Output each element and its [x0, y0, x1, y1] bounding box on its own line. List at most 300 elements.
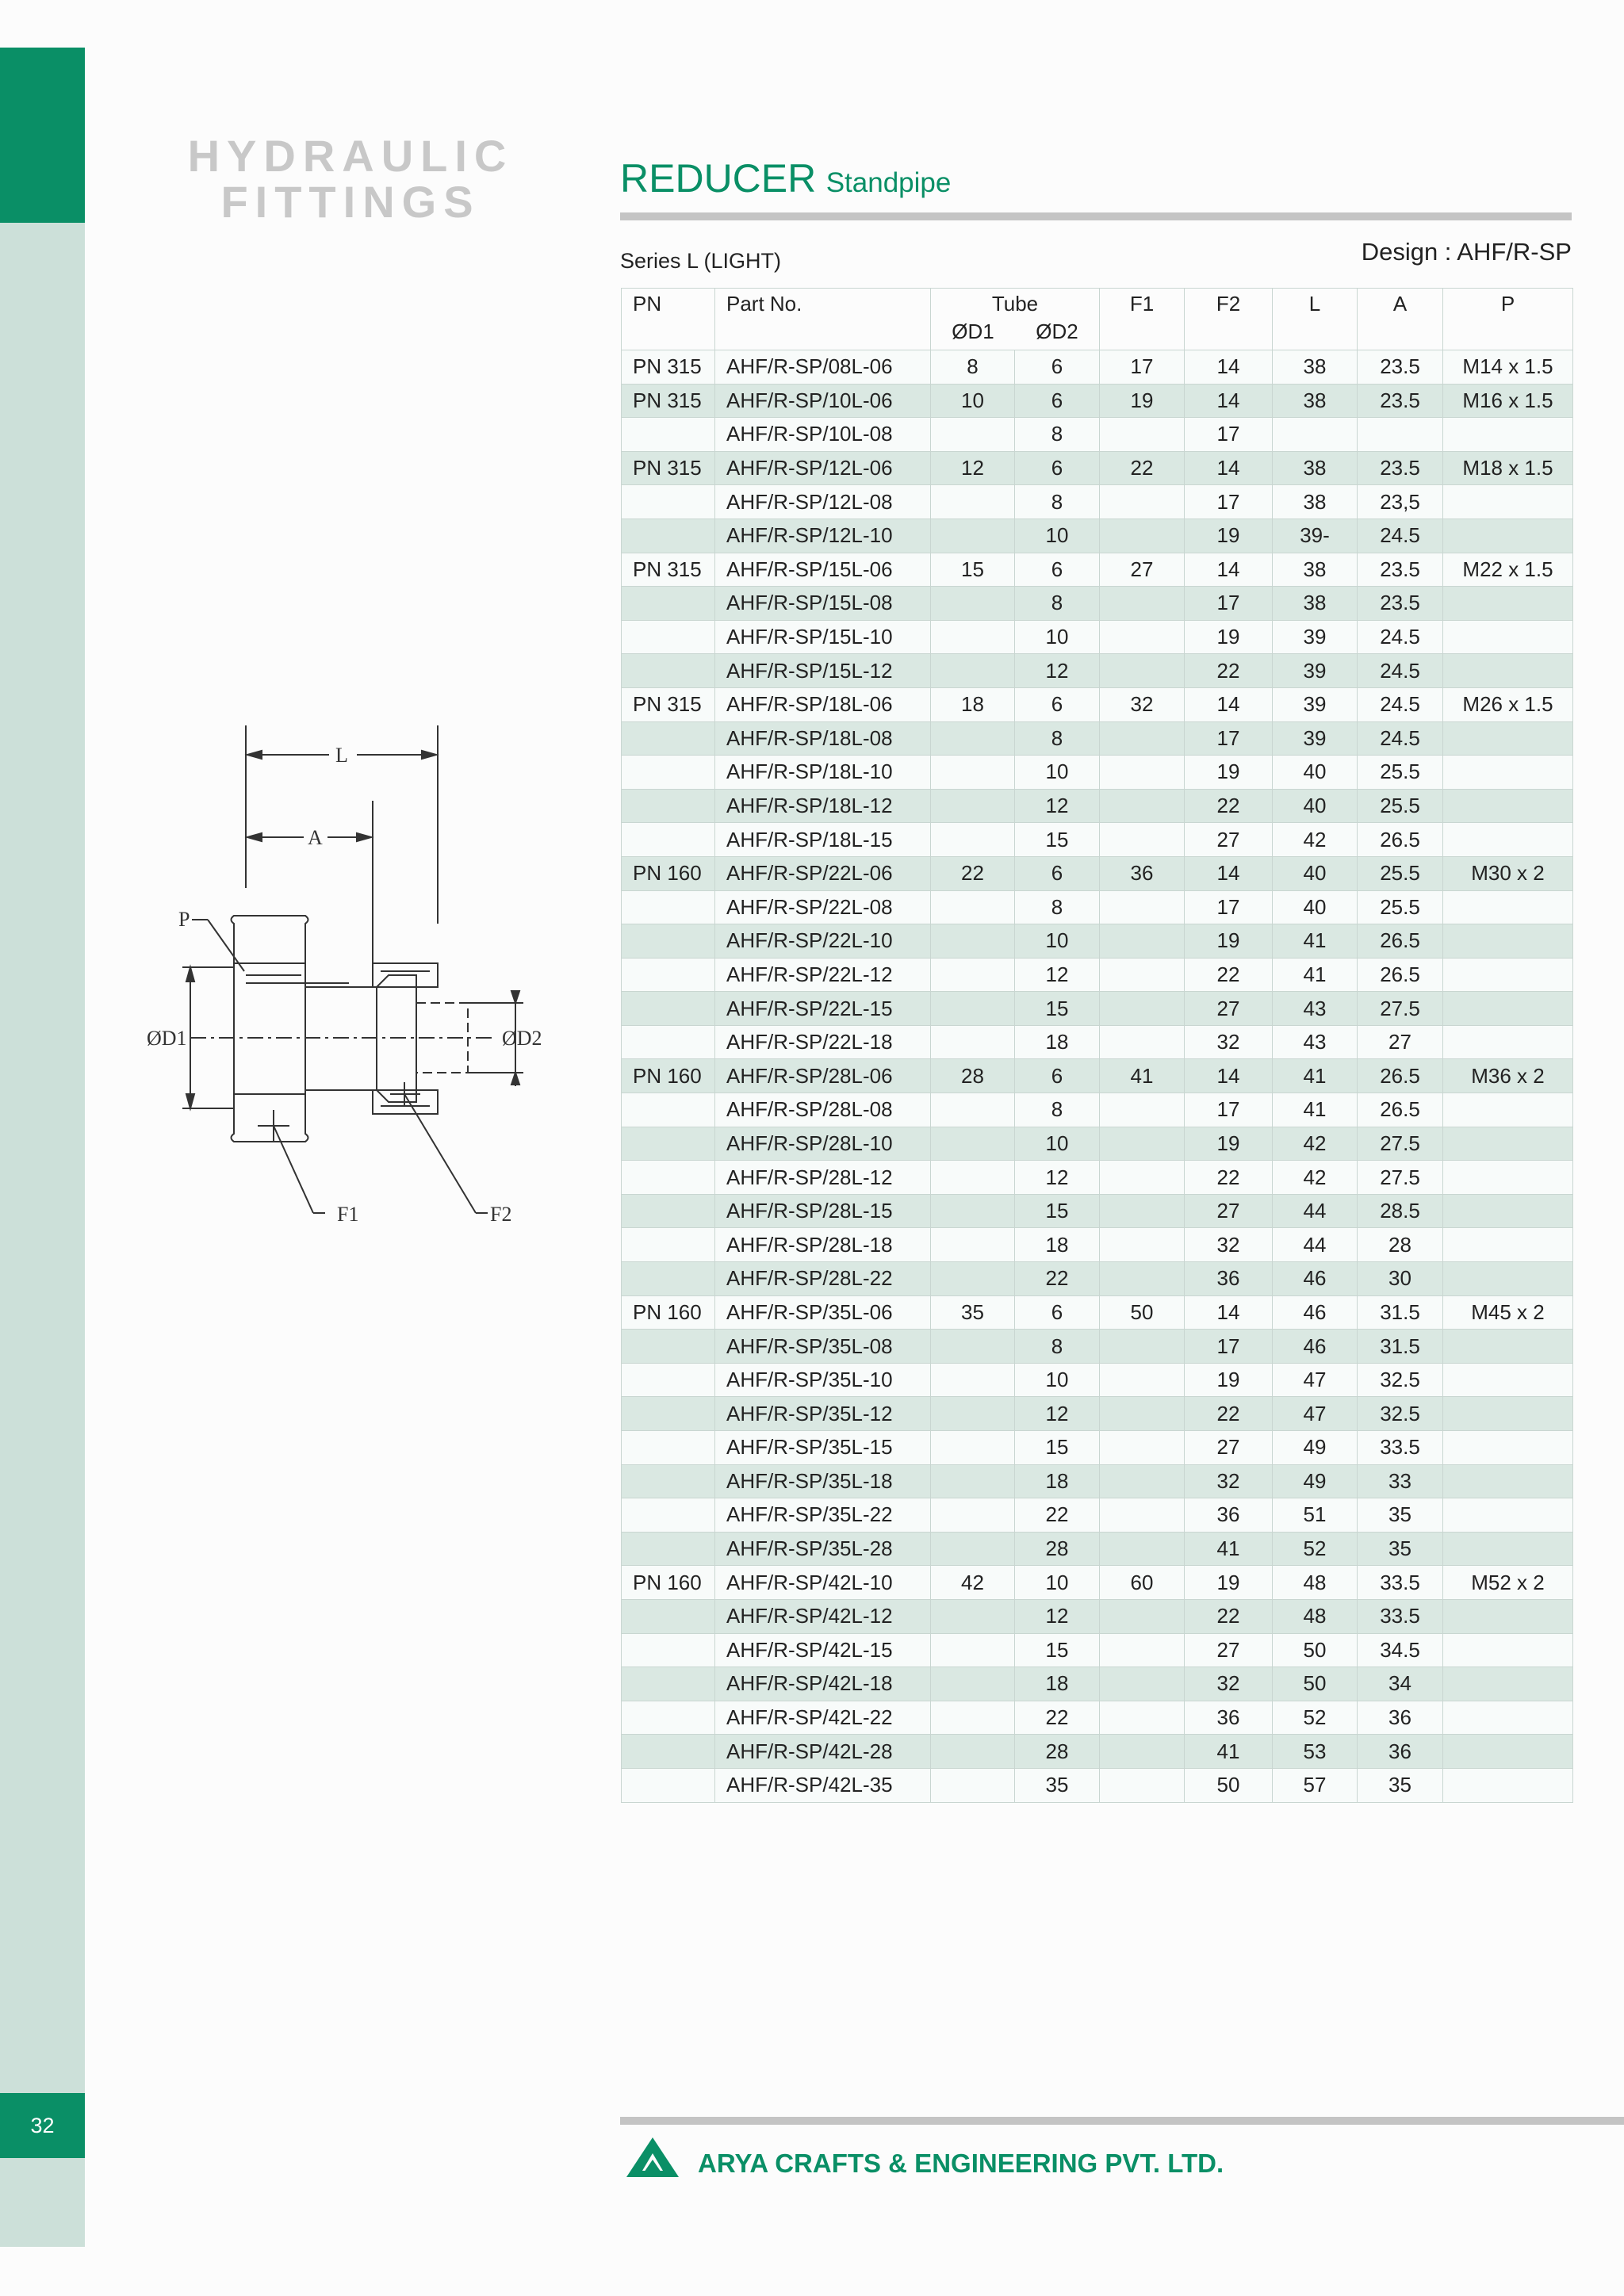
- cell-l: 42: [1273, 1161, 1358, 1195]
- table-row: [622, 1431, 1573, 1465]
- table-row: [622, 1498, 1573, 1533]
- cell-p: [1443, 1194, 1573, 1228]
- cell-l: 46: [1273, 1330, 1358, 1364]
- cell-p: [1443, 890, 1573, 924]
- cell-pn: [622, 1735, 715, 1769]
- cell-d1: [931, 1431, 1015, 1465]
- cell-f1: [1100, 721, 1185, 756]
- cell-f2: 32: [1185, 1667, 1273, 1701]
- cell-d2: 22: [1015, 1701, 1100, 1735]
- cell-pn: [622, 890, 715, 924]
- cell-l: 44: [1273, 1194, 1358, 1228]
- cell-pn: [622, 1127, 715, 1161]
- cell-pn: [622, 654, 715, 688]
- cell-pn: PN 160: [622, 856, 715, 890]
- cell-l: 47: [1273, 1363, 1358, 1397]
- cell-pn: PN 160: [622, 1295, 715, 1330]
- cell-f2: 27: [1185, 1633, 1273, 1667]
- cell-l: 41: [1273, 958, 1358, 992]
- cell-l: 42: [1273, 1127, 1358, 1161]
- cell-a: 24.5: [1358, 519, 1443, 553]
- cell-f2: 22: [1185, 789, 1273, 823]
- cell-part-no: AHF/R-SP/10L-06: [715, 384, 931, 418]
- header-d1: ØD1: [952, 320, 994, 343]
- cell-a: 24.5: [1358, 687, 1443, 721]
- cell-f2: 17: [1185, 1330, 1273, 1364]
- cell-p: [1443, 1093, 1573, 1127]
- cell-d2: 15: [1015, 992, 1100, 1026]
- cell-f1: 50: [1100, 1295, 1185, 1330]
- cell-f2: 14: [1185, 856, 1273, 890]
- cell-f1: 41: [1100, 1059, 1185, 1093]
- cell-l: 42: [1273, 823, 1358, 857]
- cell-part-no: AHF/R-SP/18L-06: [715, 687, 931, 721]
- nut-top: [232, 916, 308, 963]
- cell-f1: 32: [1100, 687, 1185, 721]
- cell-d2: 18: [1015, 1228, 1100, 1262]
- cell-a: 34: [1358, 1667, 1443, 1701]
- cell-a: 32.5: [1358, 1363, 1443, 1397]
- cell-pn: [622, 1599, 715, 1633]
- cell-f2: 14: [1185, 553, 1273, 587]
- cell-pn: [622, 1194, 715, 1228]
- cell-p: [1443, 1330, 1573, 1364]
- cell-l: 53: [1273, 1735, 1358, 1769]
- cell-d2: 22: [1015, 1498, 1100, 1533]
- cell-p: [1443, 992, 1573, 1026]
- cell-p: [1443, 485, 1573, 519]
- cell-f1: [1100, 992, 1185, 1026]
- cell-a: 36: [1358, 1735, 1443, 1769]
- cell-p: M45 x 2: [1443, 1295, 1573, 1330]
- cell-d2: 8: [1015, 890, 1100, 924]
- cell-p: [1443, 1498, 1573, 1533]
- cell-f1: [1100, 654, 1185, 688]
- cell-part-no: AHF/R-SP/35L-08: [715, 1330, 931, 1364]
- cell-l: 50: [1273, 1667, 1358, 1701]
- cell-f2: 17: [1185, 890, 1273, 924]
- cell-part-no: AHF/R-SP/22L-12: [715, 958, 931, 992]
- cell-l: 41: [1273, 1059, 1358, 1093]
- cell-d1: [931, 1464, 1015, 1498]
- cell-f1: [1100, 1735, 1185, 1769]
- cell-f2: 32: [1185, 1025, 1273, 1059]
- cell-a: 23.5: [1358, 384, 1443, 418]
- sidebar-band: [0, 48, 85, 2247]
- cell-d2: 8: [1015, 1093, 1100, 1127]
- cell-pn: [622, 1701, 715, 1735]
- cell-p: [1443, 1599, 1573, 1633]
- cell-d2: 18: [1015, 1025, 1100, 1059]
- header-f2: F2: [1185, 289, 1273, 350]
- cell-l: [1273, 418, 1358, 452]
- cell-a: 26.5: [1358, 924, 1443, 959]
- cell-p: [1443, 1701, 1573, 1735]
- cell-part-no: AHF/R-SP/15L-12: [715, 654, 931, 688]
- arrow-head: [247, 751, 262, 759]
- cell-part-no: AHF/R-SP/18L-15: [715, 823, 931, 857]
- cell-part-no: AHF/R-SP/35L-15: [715, 1431, 931, 1465]
- cell-p: [1443, 1431, 1573, 1465]
- cell-d1: [931, 1498, 1015, 1533]
- cell-pn: PN 315: [622, 687, 715, 721]
- cell-d1: [931, 789, 1015, 823]
- cell-d2: 6: [1015, 687, 1100, 721]
- cell-f2: 14: [1185, 1295, 1273, 1330]
- cell-d2: 6: [1015, 350, 1100, 385]
- cell-part-no: AHF/R-SP/22L-15: [715, 992, 931, 1026]
- table-row: [622, 823, 1573, 857]
- cell-f2: 17: [1185, 485, 1273, 519]
- cell-d1: [931, 992, 1015, 1026]
- cell-d2: 18: [1015, 1464, 1100, 1498]
- header-a: A: [1358, 289, 1443, 350]
- cell-f2: 17: [1185, 418, 1273, 452]
- table-row: [622, 1228, 1573, 1262]
- cell-pn: [622, 1464, 715, 1498]
- cell-p: M16 x 1.5: [1443, 384, 1573, 418]
- table-row: [622, 1025, 1573, 1059]
- cell-a: 23.5: [1358, 553, 1443, 587]
- cell-part-no: AHF/R-SP/42L-35: [715, 1768, 931, 1802]
- cell-d1: [931, 1397, 1015, 1431]
- cell-d1: [931, 1735, 1015, 1769]
- table-row: [622, 1127, 1573, 1161]
- cell-part-no: AHF/R-SP/22L-08: [715, 890, 931, 924]
- cell-l: 52: [1273, 1532, 1358, 1566]
- cell-f1: [1100, 1667, 1185, 1701]
- cell-d1: [931, 1599, 1015, 1633]
- table-row: [622, 1295, 1573, 1330]
- table-row: [622, 620, 1573, 654]
- cell-d1: [931, 485, 1015, 519]
- arrow-head: [422, 751, 436, 759]
- cell-p: [1443, 1532, 1573, 1566]
- cell-f1: [1100, 789, 1185, 823]
- cell-part-no: AHF/R-SP/42L-28: [715, 1735, 931, 1769]
- footer-divider: [620, 2117, 1624, 2125]
- table-row: [622, 587, 1573, 621]
- cell-a: 31.5: [1358, 1295, 1443, 1330]
- cell-d1: [931, 890, 1015, 924]
- cell-f1: [1100, 1025, 1185, 1059]
- cell-l: 46: [1273, 1262, 1358, 1296]
- arrow-head: [186, 1094, 194, 1108]
- cell-a: 25.5: [1358, 890, 1443, 924]
- cell-l: 39-: [1273, 519, 1358, 553]
- cell-f1: [1100, 1363, 1185, 1397]
- cell-pn: [622, 485, 715, 519]
- table-row: [622, 553, 1573, 587]
- cell-d2: 18: [1015, 1667, 1100, 1701]
- cell-f1: [1100, 1127, 1185, 1161]
- dim-label-d2: ØD2: [502, 1027, 542, 1050]
- table-row: [622, 418, 1573, 452]
- cell-d1: 10: [931, 384, 1015, 418]
- cell-part-no: AHF/R-SP/35L-12: [715, 1397, 931, 1431]
- cell-d1: 35: [931, 1295, 1015, 1330]
- cell-d2: 10: [1015, 1127, 1100, 1161]
- cell-a: 28.5: [1358, 1194, 1443, 1228]
- cell-pn: [622, 1330, 715, 1364]
- cell-p: M22 x 1.5: [1443, 553, 1573, 587]
- cell-part-no: AHF/R-SP/35L-22: [715, 1498, 931, 1533]
- cell-a: 25.5: [1358, 756, 1443, 790]
- table-row: [622, 485, 1573, 519]
- cell-d1: [931, 1093, 1015, 1127]
- table-row: [622, 1768, 1573, 1802]
- cell-f1: [1100, 1161, 1185, 1195]
- cell-l: 43: [1273, 992, 1358, 1026]
- cell-p: [1443, 1262, 1573, 1296]
- cell-f1: [1100, 823, 1185, 857]
- cell-a: 23,5: [1358, 485, 1443, 519]
- cell-pn: [622, 1025, 715, 1059]
- cell-a: 23.5: [1358, 451, 1443, 485]
- cell-d1: [931, 1262, 1015, 1296]
- dim-label-a: A: [308, 826, 323, 849]
- cell-l: 39: [1273, 721, 1358, 756]
- header-f1: F1: [1100, 289, 1185, 350]
- cell-f1: [1100, 519, 1185, 553]
- section-title: [184, 133, 517, 225]
- cell-f2: 22: [1185, 1599, 1273, 1633]
- cell-f1: [1100, 1397, 1185, 1431]
- cell-part-no: AHF/R-SP/10L-08: [715, 418, 931, 452]
- table-row: [622, 1161, 1573, 1195]
- series-label: Series L (LIGHT): [620, 249, 782, 273]
- cell-pn: [622, 1768, 715, 1802]
- cell-p: [1443, 1464, 1573, 1498]
- cell-f2: 22: [1185, 958, 1273, 992]
- cell-a: 27.5: [1358, 992, 1443, 1026]
- table-row: [622, 384, 1573, 418]
- product-title: REDUCER: [620, 156, 817, 201]
- cell-p: [1443, 1127, 1573, 1161]
- cell-f1: [1100, 1768, 1185, 1802]
- cell-pn: [622, 756, 715, 790]
- table-row: [622, 1194, 1573, 1228]
- cell-f2: 14: [1185, 687, 1273, 721]
- cell-l: 46: [1273, 1295, 1358, 1330]
- cell-f2: 17: [1185, 1093, 1273, 1127]
- cell-d1: [931, 924, 1015, 959]
- cell-a: 33.5: [1358, 1566, 1443, 1600]
- cell-f1: [1100, 1464, 1185, 1498]
- cell-d1: [931, 1532, 1015, 1566]
- cell-d1: [931, 1768, 1015, 1802]
- cell-part-no: AHF/R-SP/35L-06: [715, 1295, 931, 1330]
- header-l: L: [1273, 289, 1358, 350]
- cell-d2: 6: [1015, 451, 1100, 485]
- cell-f2: 19: [1185, 1127, 1273, 1161]
- cell-part-no: AHF/R-SP/22L-06: [715, 856, 931, 890]
- cell-d2: 10: [1015, 756, 1100, 790]
- cell-f1: [1100, 1701, 1185, 1735]
- cell-a: 24.5: [1358, 620, 1443, 654]
- cell-a: 33: [1358, 1464, 1443, 1498]
- cell-f2: 17: [1185, 587, 1273, 621]
- cell-a: 24.5: [1358, 654, 1443, 688]
- cell-d2: 15: [1015, 1633, 1100, 1667]
- dim-label-l: L: [335, 744, 348, 767]
- cell-d2: 8: [1015, 721, 1100, 756]
- cell-pn: PN 160: [622, 1059, 715, 1093]
- cell-f1: [1100, 1431, 1185, 1465]
- cell-f2: 50: [1185, 1768, 1273, 1802]
- cell-pn: [622, 1633, 715, 1667]
- cell-pn: [622, 1397, 715, 1431]
- cell-d1: [931, 958, 1015, 992]
- cell-p: M36 x 2: [1443, 1059, 1573, 1093]
- cell-part-no: AHF/R-SP/15L-06: [715, 553, 931, 587]
- cell-p: [1443, 1161, 1573, 1195]
- cell-part-no: AHF/R-SP/22L-18: [715, 1025, 931, 1059]
- cell-f1: 60: [1100, 1566, 1185, 1600]
- cell-d2: 28: [1015, 1735, 1100, 1769]
- cell-a: 24.5: [1358, 721, 1443, 756]
- table-row: [622, 519, 1573, 553]
- cell-a: 25.5: [1358, 789, 1443, 823]
- cell-p: [1443, 789, 1573, 823]
- cell-p: [1443, 1667, 1573, 1701]
- table-header-row: [622, 289, 1573, 350]
- cell-a: 27.5: [1358, 1161, 1443, 1195]
- cell-l: 50: [1273, 1633, 1358, 1667]
- spec-table: [621, 288, 1573, 1803]
- table-row: [622, 1735, 1573, 1769]
- cell-d1: [931, 1667, 1015, 1701]
- cell-part-no: AHF/R-SP/28L-15: [715, 1194, 931, 1228]
- cell-f2: 27: [1185, 1194, 1273, 1228]
- cell-d2: 10: [1015, 1566, 1100, 1600]
- cell-part-no: AHF/R-SP/28L-18: [715, 1228, 931, 1262]
- table-row: [622, 924, 1573, 959]
- cell-d1: [931, 756, 1015, 790]
- fitting-drawing: [143, 721, 571, 1245]
- cell-a: 35: [1358, 1498, 1443, 1533]
- table-row: [622, 350, 1573, 385]
- cell-p: [1443, 756, 1573, 790]
- cell-p: [1443, 587, 1573, 621]
- header-d2: ØD2: [1036, 320, 1078, 343]
- cell-part-no: AHF/R-SP/35L-18: [715, 1464, 931, 1498]
- cell-pn: PN 160: [622, 1566, 715, 1600]
- cell-f1: [1100, 1498, 1185, 1533]
- cell-d2: 10: [1015, 519, 1100, 553]
- cell-d1: [931, 519, 1015, 553]
- cell-f1: [1100, 1532, 1185, 1566]
- cell-d1: [931, 587, 1015, 621]
- table-row: [622, 856, 1573, 890]
- cell-f2: 27: [1185, 1431, 1273, 1465]
- cell-f2: 19: [1185, 620, 1273, 654]
- cell-a: 32.5: [1358, 1397, 1443, 1431]
- table-row: [622, 1599, 1573, 1633]
- cell-d2: 8: [1015, 587, 1100, 621]
- cell-p: [1443, 1363, 1573, 1397]
- table-row: [622, 789, 1573, 823]
- table-row: [622, 1330, 1573, 1364]
- cell-pn: [622, 1431, 715, 1465]
- cell-l: 41: [1273, 1093, 1358, 1127]
- cell-f1: [1100, 587, 1185, 621]
- table-row: [622, 451, 1573, 485]
- cell-part-no: AHF/R-SP/42L-22: [715, 1701, 931, 1735]
- table-row: [622, 1397, 1573, 1431]
- cell-f1: 27: [1100, 553, 1185, 587]
- cell-f2: 19: [1185, 924, 1273, 959]
- cell-f2: 32: [1185, 1464, 1273, 1498]
- cell-f1: [1100, 890, 1185, 924]
- cell-a: 33.5: [1358, 1599, 1443, 1633]
- cell-a: 33.5: [1358, 1431, 1443, 1465]
- page-number: 32: [0, 2093, 85, 2158]
- cell-f1: [1100, 924, 1185, 959]
- cell-d1: 18: [931, 687, 1015, 721]
- cell-d1: [931, 654, 1015, 688]
- cell-l: 39: [1273, 654, 1358, 688]
- cell-part-no: AHF/R-SP/35L-28: [715, 1532, 931, 1566]
- cell-l: 57: [1273, 1768, 1358, 1802]
- table-row: [622, 1464, 1573, 1498]
- cell-d1: [931, 1194, 1015, 1228]
- cell-f1: [1100, 1599, 1185, 1633]
- cell-d2: 6: [1015, 1059, 1100, 1093]
- cell-d1: [931, 620, 1015, 654]
- header-pn: PN: [622, 289, 715, 350]
- cell-p: [1443, 958, 1573, 992]
- cell-p: [1443, 721, 1573, 756]
- cell-l: 38: [1273, 485, 1358, 519]
- title-divider: [620, 212, 1572, 220]
- arrow-head: [357, 833, 371, 841]
- product-subtitle: Standpipe: [825, 167, 952, 198]
- cell-d2: 10: [1015, 924, 1100, 959]
- cell-d2: 15: [1015, 1431, 1100, 1465]
- cell-part-no: AHF/R-SP/28L-12: [715, 1161, 931, 1195]
- cell-d1: [931, 1025, 1015, 1059]
- table-row: [622, 654, 1573, 688]
- cell-p: [1443, 654, 1573, 688]
- table-row: [622, 1363, 1573, 1397]
- cell-part-no: AHF/R-SP/35L-10: [715, 1363, 931, 1397]
- cell-a: 34.5: [1358, 1633, 1443, 1667]
- cell-f2: 17: [1185, 721, 1273, 756]
- cell-f2: 41: [1185, 1735, 1273, 1769]
- cell-f2: 14: [1185, 384, 1273, 418]
- cell-pn: [622, 1093, 715, 1127]
- table-row: [622, 1566, 1573, 1600]
- cell-d2: 28: [1015, 1532, 1100, 1566]
- cell-f2: 22: [1185, 1161, 1273, 1195]
- cell-f1: [1100, 485, 1185, 519]
- cell-pn: [622, 958, 715, 992]
- cell-part-no: AHF/R-SP/18L-08: [715, 721, 931, 756]
- cell-d2: 35: [1015, 1768, 1100, 1802]
- cell-part-no: AHF/R-SP/12L-08: [715, 485, 931, 519]
- cell-d2: 22: [1015, 1262, 1100, 1296]
- cell-a: 25.5: [1358, 856, 1443, 890]
- cell-part-no: AHF/R-SP/12L-10: [715, 519, 931, 553]
- cell-part-no: AHF/R-SP/18L-10: [715, 756, 931, 790]
- cell-f1: 36: [1100, 856, 1185, 890]
- table-row: [622, 958, 1573, 992]
- cell-part-no: AHF/R-SP/28L-10: [715, 1127, 931, 1161]
- cell-part-no: AHF/R-SP/18L-12: [715, 789, 931, 823]
- cell-part-no: AHF/R-SP/42L-10: [715, 1566, 931, 1600]
- header-p: P: [1443, 289, 1573, 350]
